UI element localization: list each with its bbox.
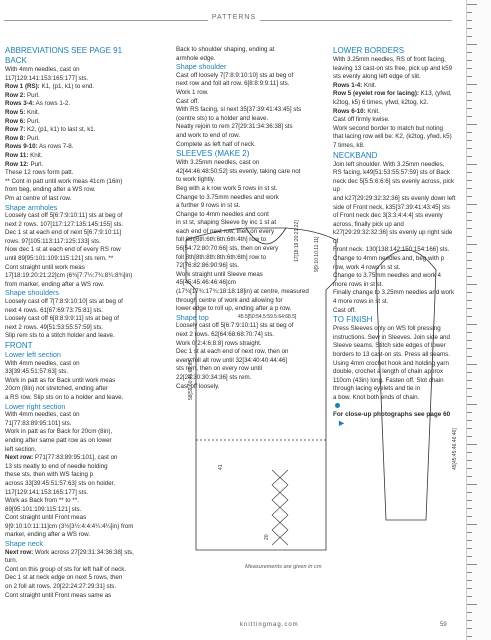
ruler-tick (467, 108, 472, 109)
instruction-line: 17[18:19:20:21:22]cm (6¾[7:7½:7¾:8¼:8¾]in) (5, 272, 133, 280)
shape-neck-heading: Shape neck (5, 539, 43, 549)
ruler-tick (467, 572, 472, 573)
instruction-line: Now dec 1 st at each end of every RS row (5, 246, 121, 254)
ruler-tick (467, 228, 472, 229)
instruction-line: foll 8th[8th:8th:8th:6th:6th] row to (176, 253, 267, 261)
ruler-tick (467, 92, 472, 93)
abbreviations-heading: ABBREVIATIONS SEE PAGE 91 (5, 46, 123, 55)
ruler-tick (467, 388, 472, 389)
instruction-line: from marker, ending after a WS row. (5, 280, 105, 288)
ruler-tick (467, 188, 472, 189)
instruction-line: Row 5: Knit. (5, 108, 40, 116)
neckline (246, 228, 286, 244)
schematic-diagram (176, 220, 466, 580)
ruler-tick (467, 52, 472, 53)
instruction-line: Slip rem sts to a stitch holder and leave. (5, 332, 115, 340)
dim-slit: 20 (264, 534, 270, 540)
page-header (0, 14, 456, 26)
ruler-tick (467, 636, 472, 637)
instruction-line: and work to end of row. (176, 131, 240, 139)
instruction-line: borders to 13 cast-on sts. Press all seams. (333, 351, 450, 358)
sleeve-outline (376, 250, 436, 520)
ruler-tick (467, 540, 472, 541)
dim-lower: 41 (218, 464, 224, 470)
instruction-line: Front neck. 130[138:142:150:154:166] sts. (333, 246, 450, 254)
instruction-line: k2tog, k5) 6 times, yfwd, k2tog, k2. (333, 98, 429, 106)
ruler-tick (467, 60, 472, 61)
instruction-line: Work in patt as for Back for 20cm (8in), (5, 428, 113, 436)
ruler-tick (467, 532, 472, 533)
ruler-tick (467, 332, 472, 333)
instruction-line: Rows 3-4: As rows 1-2. (5, 100, 70, 108)
page-number: 59 (440, 622, 447, 628)
ruler-tick (467, 412, 472, 413)
dim-shoulder: 17[18:19:20:21:22] (294, 220, 300, 262)
ruler-tick (467, 588, 472, 589)
neckband-heading: NECKBAND (333, 150, 378, 160)
ruler-tick (467, 596, 472, 597)
instruction-line: a RS row. Slip sts on to a holder and leave. (5, 393, 124, 401)
lacing (272, 470, 288, 545)
ruler-tick (467, 212, 472, 213)
ruler-tick (467, 468, 472, 469)
instruction-line: Loosely cast off 5[6:7:9:10:11] sts at beg of (5, 212, 123, 220)
ruler-tick (467, 76, 472, 77)
header-rule-right (260, 20, 452, 21)
instruction-line: Row 11: Knit. (5, 151, 43, 159)
instruction-line: These 12 rows form patt. (5, 169, 74, 177)
instruction-line: With 4mm needles, cast on (5, 411, 80, 419)
instruction-line: left section. (5, 445, 37, 453)
lower-left-heading: Lower left section (5, 350, 61, 359)
lower-borders-instructions (333, 56, 456, 151)
ruler-tick (467, 396, 472, 397)
instruction-line: Change to 3.75mm needles and work 4 (333, 272, 442, 280)
instruction-line: to work tightly. (176, 176, 216, 184)
instruction-line: Rows 1-4: Knit. (333, 81, 377, 89)
instruction-line: 72[76:82:86:90:96] sts. (176, 262, 239, 270)
instruction-line: 4 more rows in st st. (333, 298, 389, 306)
ruler-tick (467, 444, 477, 445)
shape-top-heading: Shape top (176, 312, 209, 322)
ruler-tick (467, 500, 472, 501)
instruction-line: Change to 4mm needles and, beg with p (333, 255, 445, 263)
ruler-tick (467, 452, 472, 453)
instruction-line: Cont straight until Front meas (5, 514, 87, 522)
instruction-line: Complete as left half of neck. (176, 140, 256, 148)
ruler-tick (467, 612, 472, 613)
back-heading: BACK (5, 56, 27, 65)
instruction-line: next row and foll alt row. 6[8:8:9:9:11] sts. (176, 80, 290, 88)
side-ruler (466, 0, 491, 640)
instruction-line: rows. 97[105:113:117:125:133] sts. (5, 237, 101, 245)
instruction-line: 7 times, k8. (333, 141, 365, 149)
instruction-line: Dec 1 st at each end of next 5[6:7:9:10:11] (5, 229, 122, 237)
instruction-line: Work in patt as for Back until work meas (5, 376, 116, 384)
instruction-line: these sts, then with WS facing p (5, 471, 94, 479)
ruler-tick (467, 220, 472, 221)
instruction-line: Next row: P71[77:83:89:95:101], cast on (5, 454, 118, 462)
ruler-tick (467, 244, 477, 245)
instruction-line: 110cm (43in) long. Fasten off. Slot chain (333, 376, 444, 384)
instruction-line: ** Cont in patt until work meas 41cm (16in) (5, 177, 123, 185)
instruction-line: more rows in st st. (333, 280, 384, 288)
dim-neck-depth: 9[9:10:10:11:11] (314, 236, 320, 272)
ruler-tick (467, 300, 472, 301)
ruler-tick (467, 68, 472, 69)
instruction-line: Dec 1 st at each end of next row, then on (176, 348, 289, 356)
instruction-line: Row 5 (eyelet row for lacing): K13, (yfwd, (333, 90, 452, 98)
ruler-tick (467, 556, 472, 557)
instruction-line: 42[44:46:48:50:52] sts evenly, taking care not (176, 167, 301, 175)
instruction-line: Using 4mm crochet hook and holding yarn (333, 359, 449, 367)
lower-right-heading: Lower right section (5, 401, 66, 411)
ruler-tick (467, 372, 472, 373)
sleeves-heading: SLEEVES (MAKE 2) (176, 149, 250, 159)
ruler-tick (467, 308, 472, 309)
back-instructions (5, 66, 165, 204)
ruler-tick (467, 628, 472, 629)
dim-body-length: 58[59:60:61:62:63] (188, 358, 194, 400)
ruler-tick (467, 292, 472, 293)
instruction-line: With 4mm needles, cast on (5, 66, 80, 73)
instruction-line: 45[45:45:46:46:46]cm (176, 279, 236, 287)
instruction-line: instructions. Sew in Sleeves. Join side and (333, 333, 450, 341)
instruction-line: 117[129:141:153:165:177] sts. (5, 488, 89, 496)
instruction-line: Neatly rejoin to rem 27[29:31:34:36:38] sts (176, 123, 293, 131)
instruction-line: Dec 1 st at neck edge on next 5 rows, then (5, 574, 123, 582)
ruler-tick (467, 380, 472, 381)
footer-site[interactable]: knittingmag.com (240, 622, 299, 628)
instruction-line: Cont straight until work meas (5, 263, 85, 271)
instruction-line: Work 0[2:4:6:8:8] rows straight. (176, 339, 262, 347)
instruction-line: next 2 rows. 49[51:53:55:57:59] sts. (5, 323, 104, 331)
instruction-line: turn. (5, 557, 18, 565)
instruction-line: Back to shoulder shaping, ending at (176, 46, 275, 53)
ruler-tick (467, 524, 477, 525)
ruler-tick (467, 564, 477, 565)
instruction-line: Row 2: Purl. (5, 91, 40, 99)
instruction-line: k27[29:29:32:32:36] sts evenly up right side of (333, 229, 453, 245)
photo-reference-text: For close-up photographs see page 60 (333, 411, 451, 419)
shoulders-instructions (5, 298, 165, 341)
instruction-line: next 2 rows. 62[64:68:68:70:74] sts. (176, 331, 275, 338)
instruction-line: through centre of work and allowing for (176, 296, 283, 304)
instruction-line: Pm at centre of last row. (5, 194, 72, 202)
ruler-tick (467, 316, 472, 317)
instruction-line: 71[77:83:89:95:101] sts. (5, 419, 72, 427)
instruction-line: Change to 4mm needles and cont (176, 210, 269, 218)
instruction-line: Cast off firmly kwise. (333, 116, 390, 124)
instruction-line: across, finally pick up and (333, 220, 404, 228)
ruler-tick (467, 476, 472, 477)
ruler-tick (467, 4, 477, 5)
instruction-line: double, crochet a length of chain approx (333, 368, 444, 376)
instruction-line: lower edge to roll up, ending after a p row. (176, 305, 292, 313)
instruction-line: Row 8: Purl. (5, 134, 40, 142)
neck-instructions (5, 549, 165, 601)
ruler-tick (467, 420, 472, 421)
instruction-line: Change to 3.75mm needles and work (176, 193, 279, 201)
instruction-line: (17¾[17¾:17¾:18:18:18]in) at centre, measured (176, 288, 309, 296)
ruler-tick (467, 84, 477, 85)
instruction-line: on 2 foll alt rows. 20[22:24:27:29:31] sts. (5, 583, 117, 591)
instruction-line: 13 sts neatly to end of needle holding (5, 462, 108, 470)
instruction-line: leaving 13 cast-on sts free, pick up and k59 (333, 64, 453, 72)
ruler-tick (467, 20, 472, 21)
instruction-line: sts evenly along left edge of slit. (333, 73, 421, 81)
instruction-line: 117[129:141:153:165:177] sts. (5, 74, 89, 82)
body-outline (186, 228, 336, 550)
instruction-line: With 3.25mm needles, cast on (176, 159, 260, 167)
column-left (5, 46, 165, 600)
instruction-line: Cont on this group of sts for left half of neck. (5, 565, 127, 573)
instruction-line: ending after same patt row as on lower (5, 436, 112, 444)
instruction-line: Loosely cast off 5[6:7:9:10:11] sts at beg of (176, 322, 294, 330)
ruler-tick (467, 164, 477, 165)
lower-borders-heading: LOWER BORDERS (333, 46, 405, 55)
arrow-right-icon: ▶ (339, 419, 344, 427)
instruction-line: that lacing row will be: K2, (k2tog, yfwd, k5) (333, 133, 452, 141)
ruler-tick (467, 196, 472, 197)
instruction-line: next 2 rows. 107[117:127:135:145:155] sts. (5, 220, 124, 228)
instruction-line: Sleeve seams. Stitch side edges of lower (333, 342, 446, 350)
to-finish-heading: TO FINISH (333, 315, 373, 325)
ruler-tick (467, 140, 472, 141)
shoulder-instructions (176, 72, 326, 149)
ruler-tick (467, 172, 472, 173)
ruler-tick (467, 516, 472, 517)
instruction-line: Row 6: Purl. (5, 117, 40, 125)
instruction-line: Cast off loosely 7[7:8:9:10:10] sts at beg of (176, 71, 294, 79)
ruler-tick (467, 12, 472, 13)
continuation-text (176, 46, 326, 63)
ruler-tick (467, 260, 472, 261)
instruction-line: RS facing, k49[51:53:55:57:59] sts of Back (333, 169, 450, 177)
ruler-tick (467, 252, 472, 253)
instruction-line: Loosely cast off 7[7:8:9:10:10] sts at beg of (5, 298, 123, 306)
ruler-tick (467, 508, 472, 509)
ruler-tick (467, 44, 477, 45)
ruler-tick (467, 460, 472, 461)
ruler-tick (467, 28, 472, 29)
instruction-line: from beg, ending after a WS row. (5, 186, 96, 194)
dim-sleeve: 45[45:45:46:46:46] (452, 428, 458, 470)
front-heading: FRONT (5, 341, 33, 350)
ruler-tick (467, 324, 477, 325)
instruction-line: Work as Back from ** to **. (5, 497, 79, 505)
instruction-line: Cont straight until Front meas same as (5, 591, 112, 599)
ruler-tick (467, 148, 472, 149)
instruction-line: Loosely cast off 6[8:8:9:9:11] sts at beg of (5, 315, 119, 323)
instruction-line: Join left shoulder. With 3.25mm needles, (333, 160, 445, 168)
instruction-line: sts rem, then on every row until (176, 365, 262, 373)
ruler-tick (467, 36, 472, 37)
instruction-line: 22[24:30:30:34:36] sts rem. (176, 373, 252, 381)
measurements-note: Measurements are given in cm (245, 564, 322, 570)
instruction-line: until 89[95:101:109:115:121] sts rem. ** (5, 255, 114, 263)
ruler-tick (467, 132, 472, 133)
instruction-line: With RS facing, sl next 35[37:39:41:43:45] sts (176, 106, 302, 114)
instruction-line: next 4 rows. 61[67:69:73:75:81] sts. (5, 306, 104, 314)
instruction-line: With 3.25mm needles, RS of front facing, (333, 56, 446, 63)
ruler-tick (467, 364, 477, 365)
instruction-line: Cast off. (333, 306, 356, 314)
lower-left-instructions (5, 360, 165, 403)
instruction-line: Work 1 row. (176, 88, 209, 96)
instruction-line: 89[95:101:109:115:121] sts. (5, 505, 82, 513)
instruction-line: neck dec 5[5:5:6:6:6] sts evenly across, pick up (333, 177, 455, 194)
ruler-tick (467, 604, 477, 605)
header-rule-left (4, 20, 208, 21)
instruction-line: row, work 4 rows in st st. (333, 263, 401, 271)
instruction-line: a further 9 rows in st st. (176, 202, 241, 210)
ruler-tick (467, 116, 472, 117)
shape-armholes-heading: Shape armholes (5, 202, 58, 212)
instruction-line: 33[39:45:51:57:63] sts. (5, 368, 68, 376)
instruction-line: Press Sleeves only on WS foll pressing (333, 325, 441, 333)
ruler-tick (467, 276, 472, 277)
ruler-tick (467, 484, 477, 485)
instruction-line: Work straight until Sleeve meas (176, 270, 263, 278)
instruction-line: armhole edge. (176, 54, 216, 62)
ruler-tick (467, 268, 472, 269)
ruler-tick (467, 428, 472, 429)
instruction-line: Rows 9-10: As rows 7-8. (5, 143, 74, 151)
ruler-tick (467, 404, 477, 405)
shape-shoulders-heading: Shape shoulders (5, 288, 59, 298)
instruction-line: Work second border to match but noting (333, 124, 443, 132)
ruler-tick (467, 100, 472, 101)
ruler-tick (467, 356, 472, 357)
armholes-instructions (5, 212, 165, 289)
shape-shoulder-heading: Shape shoulder (176, 62, 227, 72)
ruler-tick (467, 180, 472, 181)
ruler-tick (467, 620, 472, 621)
instruction-line: Beg with a k row work 5 rows in st st. (176, 184, 278, 192)
ruler-tick (467, 284, 477, 285)
ruler-tick (467, 436, 472, 437)
instruction-line: in st st, shaping Sleeve by inc 1 st at (176, 219, 277, 227)
instruction-line: through lacing eyelets and tie in (333, 385, 421, 393)
instruction-line: every foll alt row until 32[34:40:40:44:46] (176, 356, 288, 364)
instruction-line: Row 1 (RS): K1, (p1, k1) to end. (5, 83, 95, 91)
ruler-tick (467, 236, 472, 237)
instruction-line: each end of next row, then on every (176, 227, 275, 235)
instruction-line: foll 8th[6th:6th:6th:6th:4th] row to (176, 236, 267, 244)
instruction-line: Cast off. (176, 97, 199, 105)
ruler-tick (467, 580, 472, 581)
instruction-line: (centre sts) to a holder and leave. (176, 114, 269, 122)
instruction-line: of Front neck dec 3[3:3:4:4:4] sts evenly (333, 212, 443, 220)
ruler-tick (467, 548, 472, 549)
schematic-svg (176, 220, 466, 580)
instruction-line: marker, ending after a WS row. (5, 531, 90, 539)
lower-right-instructions (5, 411, 165, 540)
instruction-line: Row 7: K2, (p1, k1) to last st, k1. (5, 126, 96, 134)
instruction-line: 9[9:10:10:11:11]cm (3½[3½:4:4:4¼:4¼]in) from (5, 522, 134, 530)
section-title: PATTERNS (211, 14, 257, 21)
ruler-tick (467, 348, 472, 349)
instruction-line: Finally change to 3.25mm needles and work (333, 289, 455, 297)
instruction-line: and k27[29:29:32:32:36] sts evenly down left (333, 194, 456, 202)
dim-width: 45.5[50:54.5:59.5:64:68.5] (238, 314, 297, 320)
ruler-tick (467, 492, 472, 493)
instruction-line: a bow. Knot both ends of chain. (333, 393, 420, 401)
ruler-tick (467, 156, 472, 157)
instruction-line: With 4mm needles, cast on (5, 359, 80, 367)
instruction-line: Cast off loosely. (176, 382, 220, 390)
instruction-line: side of Front neck, k35[37:39:41:43:45] sts (333, 203, 450, 211)
instruction-line: 20cm (8in) not stretched, ending after (5, 385, 108, 393)
ruler-tick (467, 204, 477, 205)
instruction-line: Row 12: Purl. (5, 160, 44, 168)
instruction-line: Rows 6-10: Knit. (333, 107, 380, 115)
instruction-line: Next row: Work across 27[29:31:34:36:38] sts, (5, 548, 134, 556)
instruction-line: 56[54:72:80:70:66] sts, then on every (176, 245, 279, 253)
ruler-tick (467, 124, 477, 125)
ruler-tick (467, 340, 472, 341)
instruction-line: across 33[39:45:51:57:63] sts on holder. (5, 479, 116, 487)
